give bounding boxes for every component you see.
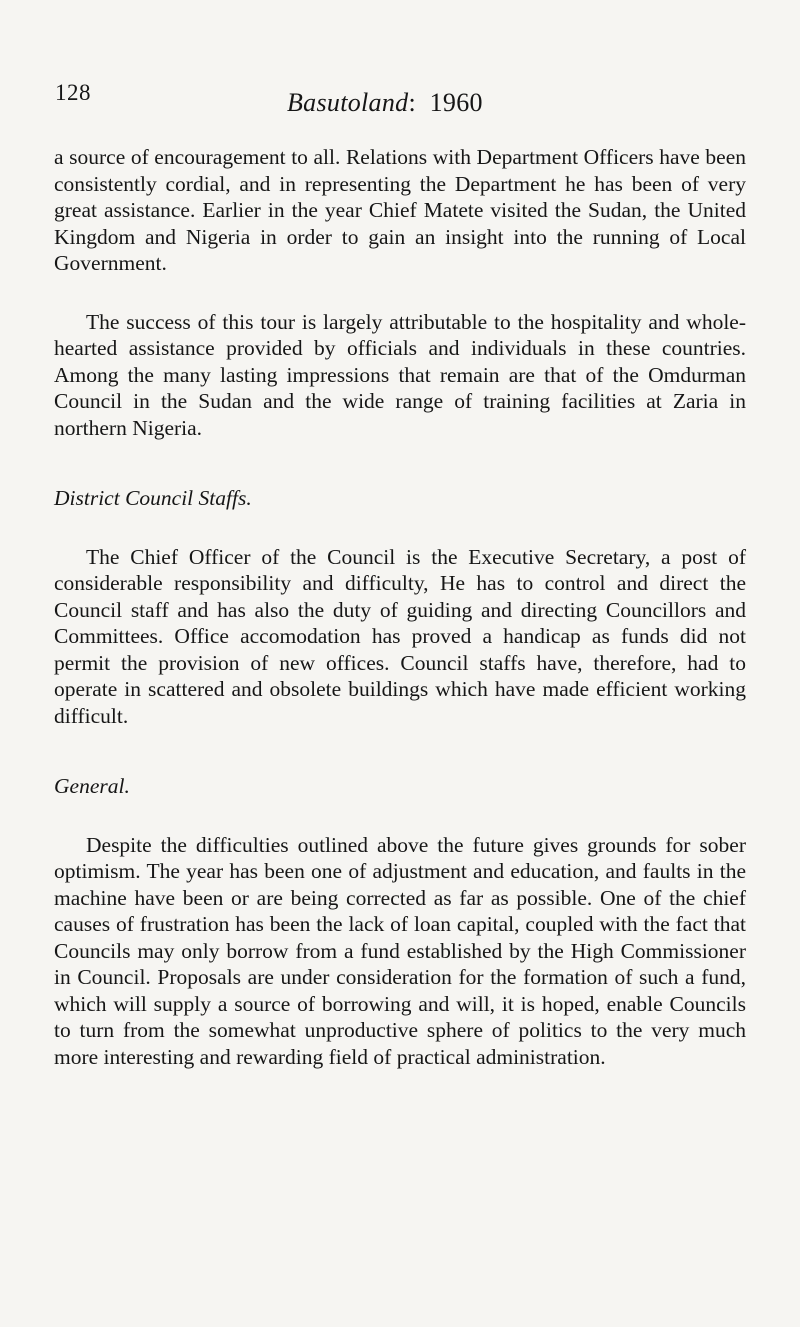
body-text [54,144,746,1070]
paragraph-continuation: a source of encouragement to all. Relations with Department Officers have been consistently cordial, and in representing the Department he has been of very great assistance. Earlier in the year Chief Matete visited the Sudan, the United Kingdom and Nigeria in order to gain an insight into the running of Local Government. [54,145,746,275]
running-title-separator: : [408,88,416,117]
running-title [287,88,483,118]
paragraph-chief-officer: The Chief Officer of the Council is the Executive Secretary, a post of considerable responsibility and difficulty, He has to control and direct the Council staff and has also the duty of guiding and directing Councillors and Committees. Office accomodation has proved a handicap as funds did not permit the provision of new offices. Council staffs have, therefore, had to operate in scattered and obsolete buildings which have made efficient working difficult. [54,544,746,728]
page-header [0,80,800,120]
running-title-year: 1960 [429,88,483,117]
page-number: 128 [55,80,91,105]
running-title-place: Basutoland [287,88,409,117]
section-heading-general: General. [54,774,130,798]
paragraph-tour-success: The success of this tour is largely attributable to the hospitality and whole-hearted assistance provided by officials and individuals in these countries. Among the many lasting impressions that remain are that of the Omdurman Council in the Sudan and the wide range of training facilities at Zaria in northern Nigeria. [54,309,746,440]
section-heading-district-council-staffs: District Council Staffs. [54,486,252,510]
paragraph-general: Despite the difficulties outlined above the future gives grounds for sober optimism. The year has been one of adjustment and education, and faults in the machine have been or are being corrected as far as possible. One of the chief causes of frustration has been the lack of loan capital, coupled with the fact that Councils may only borrow from a fund established by the High Commissioner in Council. Proposals are under consideration for the formation of such a fund, which will supply a source of borrowing and will, it is hoped, enable Councils to turn from the somewhat unproductive sphere of politics to the very much more interesting and rewarding field of practical administration. [54,832,746,1069]
